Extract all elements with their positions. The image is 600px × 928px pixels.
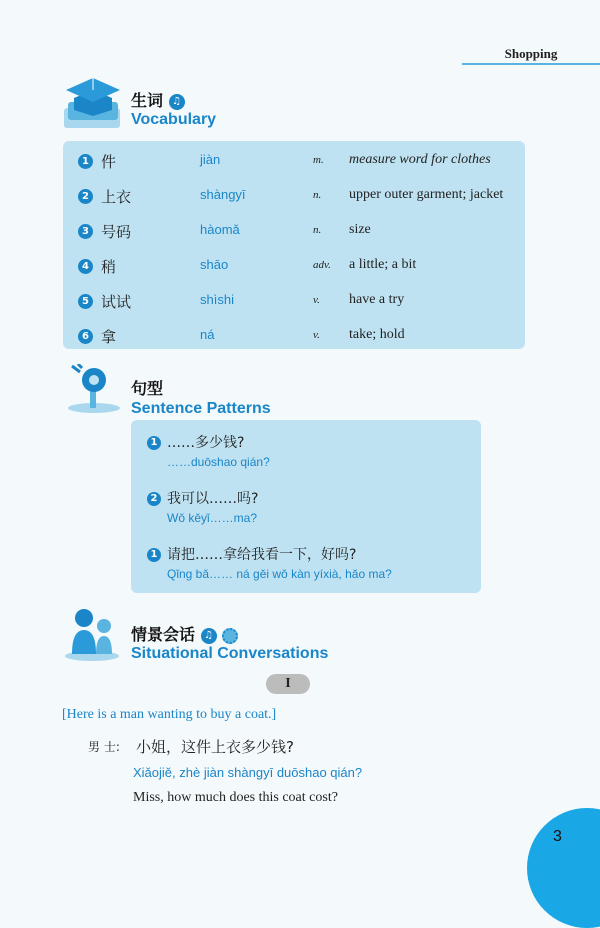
vocab-pinyin: shāo: [200, 257, 229, 272]
conversations-title-en: Situational Conversations: [131, 645, 329, 662]
vocab-part-of-speech: v.: [313, 329, 320, 341]
vocab-row: [63, 181, 525, 215]
vocab-part-of-speech: m.: [313, 154, 324, 166]
conversation-figures-icon: [62, 606, 122, 662]
vocab-meaning: have a try: [349, 292, 405, 307]
dialogue-pinyin: Xiǎojiě, zhè jiàn shàngyī duōshao qián?: [133, 765, 363, 780]
vocab-hanzi: 上衣: [101, 188, 132, 206]
dialogue-chinese: 小姐，这件上衣多少钱?: [136, 738, 294, 756]
pattern-chinese: 我可以……吗?: [167, 491, 259, 507]
vocab-pinyin: hàomǎ: [200, 222, 240, 237]
vocab-hanzi: 稍: [101, 258, 117, 276]
vocab-pinyin: jiàn: [200, 152, 221, 167]
pattern-chinese: 请把……拿给我看一下，好吗?: [167, 547, 357, 563]
item-number-badge: 5: [78, 294, 93, 309]
vocab-pinyin: shìshi: [200, 292, 234, 307]
vocab-pinyin: shàngyī: [200, 187, 246, 202]
speaker-figure-icon: [64, 364, 124, 414]
graduation-cap-icon: [62, 76, 124, 132]
vocab-part-of-speech: v.: [313, 294, 320, 306]
audio-icon[interactable]: ♫: [201, 628, 217, 644]
pattern-chinese: ……多少钱?: [167, 435, 245, 451]
vocab-meaning: upper outer garment; jacket: [349, 187, 504, 202]
vocab-hanzi: 试试: [101, 293, 132, 311]
item-number-badge: 2: [147, 492, 161, 506]
patterns-title-en: Sentence Patterns: [131, 400, 271, 417]
pattern-pinyin: Qǐng bǎ…… ná gěi wǒ kàn yíxià, hǎo ma?: [167, 567, 392, 581]
conversations-title-cn: 情景会话 ♫: [131, 622, 238, 645]
patterns-box: [131, 420, 481, 593]
vocab-meaning: measure word for clothes: [349, 152, 491, 167]
item-number-badge: 1: [147, 436, 161, 450]
vocab-pinyin: ná: [200, 327, 215, 342]
item-number-badge: 1: [78, 154, 93, 169]
vocab-row: [63, 146, 525, 180]
item-number-badge: 6: [78, 329, 93, 344]
vocab-part-of-speech: n.: [313, 224, 322, 236]
vocabulary-title-en: Vocabulary: [131, 111, 217, 128]
vocab-row: [63, 286, 525, 320]
scene-description: [Here is a man wanting to buy a coat.]: [62, 707, 277, 722]
pattern-pinyin: ……duōshao qián?: [167, 455, 270, 469]
header-rule: [462, 63, 600, 65]
audio-icon[interactable]: ♫: [169, 94, 185, 110]
page-number: 3: [553, 828, 562, 845]
item-number-badge: 3: [78, 224, 93, 239]
vocab-meaning: a little; a bit: [349, 257, 417, 272]
vocabulary-title-cn: 生词 ♫: [131, 88, 185, 111]
vocab-hanzi: 件: [101, 153, 117, 171]
dialogue-english: Miss, how much does this coat cost?: [133, 790, 338, 805]
vocab-hanzi: 号码: [101, 223, 132, 241]
vocab-meaning: take; hold: [349, 327, 405, 342]
item-number-badge: 4: [78, 259, 93, 274]
vocab-meaning: size: [349, 222, 371, 237]
vocab-row: [63, 216, 525, 250]
vocab-row: [63, 251, 525, 285]
header-section-title: Shopping: [504, 46, 558, 61]
part-label: I: [266, 674, 310, 694]
page-number-badge: [527, 808, 600, 928]
patterns-title-cn: 句型: [131, 379, 164, 398]
vocab-part-of-speech: adv.: [313, 259, 331, 271]
pattern-pinyin: Wǒ kěyǐ……ma?: [167, 511, 258, 525]
vocab-hanzi: 拿: [101, 328, 117, 346]
disc-icon[interactable]: [222, 628, 238, 644]
item-number-badge: 1: [147, 548, 161, 562]
vocab-part-of-speech: n.: [313, 189, 322, 201]
vocabulary-table: [63, 141, 525, 349]
speaker-label: 男 士:: [88, 740, 120, 754]
vocab-row: [63, 321, 525, 355]
item-number-badge: 2: [78, 189, 93, 204]
